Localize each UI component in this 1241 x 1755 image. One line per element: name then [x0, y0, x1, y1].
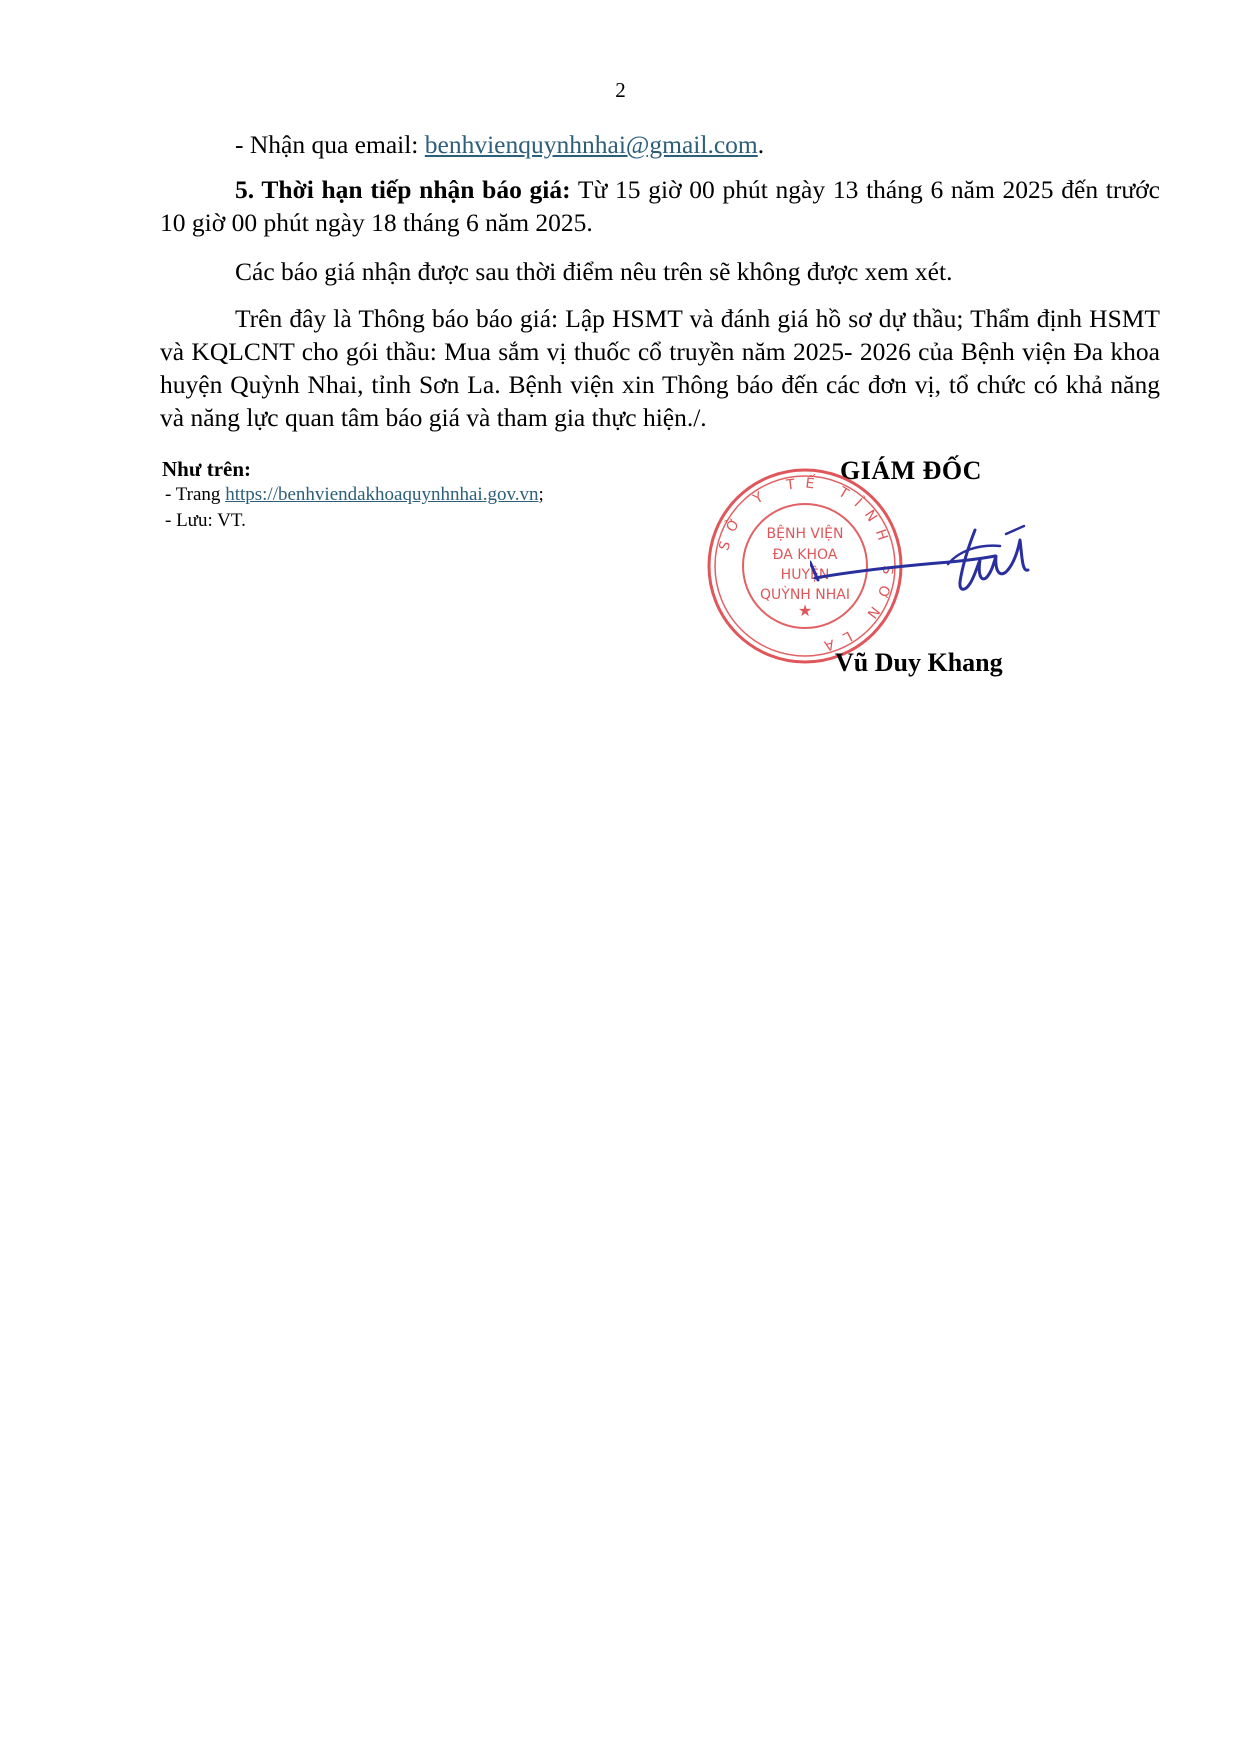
email-paragraph: [160, 128, 1160, 161]
email-link[interactable]: benhvienquynhnhai@gmail.com: [424, 130, 758, 159]
deadline-paragraph: [160, 173, 1160, 239]
page-number: 2: [615, 78, 626, 102]
closing-paragraph: Trên đây là Thông báo báo giá: Lập HSMT và đánh giá hồ sơ dự thầu; Thẩm định HSMT và KQLCNT cho gói thầu: Mua sắm vị thuốc cổ truyền năm 2025- 2026 của Bệnh viện Đa khoa huyện Quỳnh Nhai, tỉnh Sơn La. Bệnh viện xin Thông báo đến các đơn vị, tổ chức có khả năng và năng lực quan tâm báo giá và tham gia thực hiện./.: [160, 304, 1160, 432]
email-prefix: - Nhận qua email:: [235, 130, 425, 159]
svg-text:★: ★: [797, 603, 813, 620]
svg-text:QUỲNH NHAI: QUỲNH NHAI: [760, 587, 850, 603]
recipient-website-line: [162, 482, 544, 508]
deadline-text: Từ 15 giờ 00 phút ngày 13 tháng 6 năm 2025 đến trước 10 giờ 00 phút ngày 18 tháng 6 năm 2025.: [160, 175, 1160, 237]
svg-text:SỞ Y TẾ TỈNH SƠN LA: SỞ Y TẾ TỈNH SƠN LA: [716, 475, 896, 656]
recipients-block: [162, 456, 544, 534]
email-suffix: .: [757, 130, 765, 159]
svg-text:ĐA KHOA: ĐA KHOA: [772, 547, 838, 563]
website-link[interactable]: https://benhviendakhoaquynhnhai.gov.vn: [225, 484, 539, 505]
svg-text:HUYỆN: HUYỆN: [780, 567, 830, 583]
recipients-title: Như trên:: [162, 457, 252, 481]
svg-text:BỆNH VIỆN: BỆNH VIỆN: [766, 526, 844, 542]
recipient-archive-line: - Lưu: VT.: [165, 510, 246, 531]
signer-title: GIÁM ĐỐC: [840, 456, 982, 485]
notice-paragraph: Các báo giá nhận được sau thời điểm nêu trên sẽ không được xem xét.: [235, 257, 953, 286]
website-prefix: - Trang: [165, 484, 226, 505]
website-suffix: ;: [538, 484, 544, 505]
handwritten-signature: [810, 520, 1060, 610]
signer-name: Vũ Duy Khang: [835, 648, 1003, 677]
deadline-heading: 5. Thời hạn tiếp nhận báo giá:: [235, 175, 571, 204]
